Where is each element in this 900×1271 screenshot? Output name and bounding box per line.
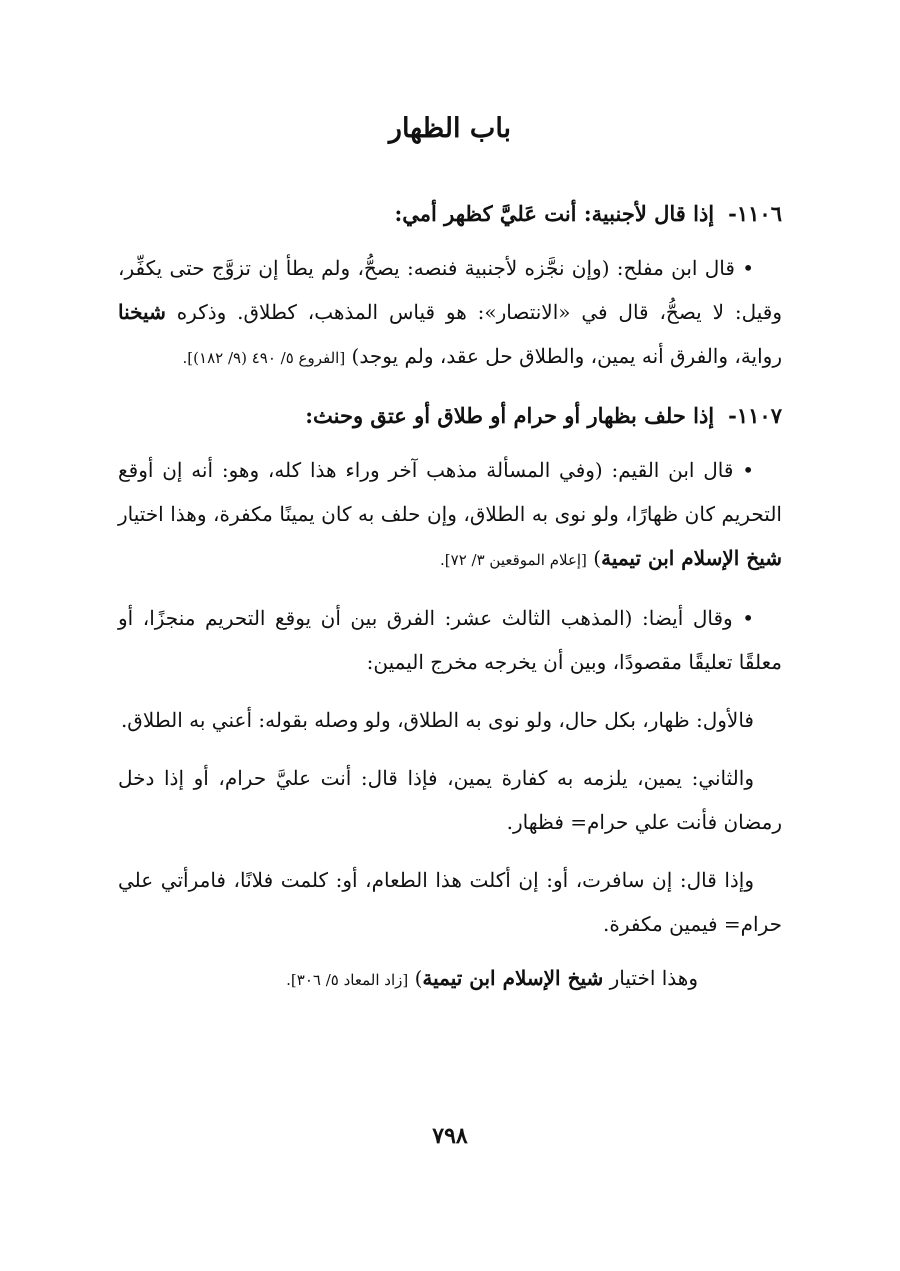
paragraph-thirteenth-view: • وقال أيضا: (المذهب الثالث عشر: الفرق بين أن يوقع التحريم منجزًا، أو معلقًا تعليقًا مقصودًا، وبين أن يخرجه مخرج اليمين:	[118, 606, 782, 674]
bold-term: شيخ الإسلام ابن تيمية	[422, 966, 604, 990]
paragraph-ibn-qayyim	[118, 448, 782, 582]
paragraph-text: رواية، والفرق أنه يمين، والطلاق حل عقد، ولم يوجد)	[351, 344, 782, 368]
bold-term: شيخ الإسلام ابن تيمية	[601, 546, 782, 570]
paragraph-first-case: فالأول: ظهار، بكل حال، ولو نوى به الطلاق، ولو وصله بقوله: أعني به الطلاق.	[120, 708, 754, 732]
paragraph-ibn-muflih	[118, 246, 782, 380]
page-body	[118, 192, 782, 1002]
chapter-title: باب الظهار	[388, 113, 512, 144]
paragraph-conditional-case: وإذا قال: إن سافرت، أو: إن أكلت هذا الطعام، أو: كلمت فلانًا، فامرأتي علي حرام= فيمين مكفرة.	[118, 868, 782, 936]
bold-term: شيخنا	[118, 300, 166, 324]
section-title: إذا قال لأجنبية: أنت عَليَّ كظهر أمي:	[394, 201, 715, 226]
section-number: ١١٠٦-	[728, 201, 782, 226]
section-heading-1106	[118, 192, 782, 236]
section-title: إذا حلف بظهار أو حرام أو طلاق أو عتق وحنث:	[305, 403, 715, 428]
paragraph-text: )	[593, 546, 602, 570]
section-number: ١١٠٧-	[728, 403, 782, 428]
paragraph-text: • قال ابن القيم: (وفي المسألة مذهب آخر وراء هذا كله، وهو: أنه إن أوقع التحريم كان ظهارًا، ولو نوى به الطلاق، وإن حلف به كان يمينًا مكفرة، وهذا اختيار	[118, 458, 782, 526]
paragraph-text: وهذا اختيار	[609, 966, 698, 990]
paragraph-text: • قال ابن مفلح: (وإن نجَّزه لأجنبية فنصه: يصحُّ، ولم يطأ إن تزوَّج حتى يكفِّر، وقيل: لا يصحُّ، قال في «الانتصار»: هو قياس المذهب، كطلاق. وذكره	[118, 256, 782, 324]
citation: [إعلام الموقعين ٣/ ٧٢].	[440, 551, 587, 569]
paragraph-second-case: والثاني: يمين، يلزمه به كفارة يمين، فإذا قال: أنت عليَّ حرام، أو إذا دخل رمضان فأنت علي حرام= فظهار.	[118, 766, 782, 834]
paragraph-text: )	[414, 966, 423, 990]
citation: [زاد المعاد ٥/ ٣٠٦].	[286, 971, 409, 989]
citation: [الفروع ٥/ ٤٩٠ (٩/ ١٨٢)].	[182, 349, 346, 367]
paragraph-conclusion	[118, 956, 782, 1002]
section-heading-1107	[118, 394, 782, 438]
page-number: ٧٩٨	[432, 1123, 468, 1149]
